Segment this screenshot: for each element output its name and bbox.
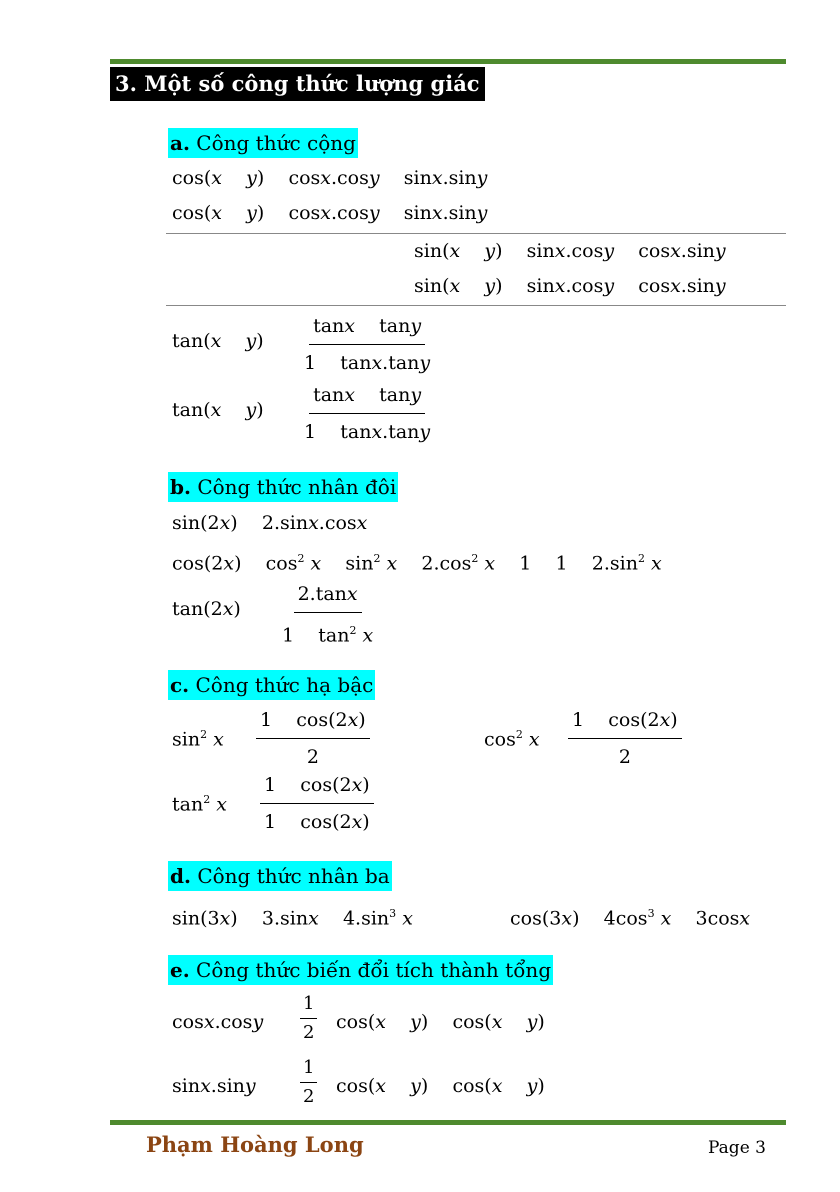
subsection-b-title bbox=[168, 472, 398, 502]
formula-tan-double-lhs: tan(2x) bbox=[172, 598, 241, 620]
section-title: 3. Một số công thức lượng giác bbox=[110, 67, 485, 101]
subsection-a-title bbox=[168, 128, 358, 158]
divider-top bbox=[166, 233, 786, 234]
subsection-a-letter: a. bbox=[170, 131, 190, 155]
subsection-c-text: Công thức hạ bậc bbox=[195, 673, 374, 697]
formula-cos-triple: cos(3x) $4\cos^3$ x 3cosx bbox=[510, 907, 751, 930]
subsection-b-letter: b. bbox=[170, 475, 191, 499]
formula-cos-product-half: $\frac{1}{2}$ bbox=[300, 992, 317, 1045]
subsection-b-text: Công thức nhân đôi bbox=[197, 475, 397, 499]
formula-tan-squared-lhs: $\tan^2 x$ bbox=[172, 793, 227, 816]
formula-cos-product-lhs: cosx.cosy bbox=[172, 1011, 264, 1033]
divider-bottom bbox=[166, 305, 786, 306]
subsection-e-text: Công thức biến đổi tích thành tổng bbox=[196, 958, 552, 982]
formula-cos-squared-lhs: $\cos^2 x$ bbox=[484, 728, 540, 751]
formula-cos-diff: cos(x y) cosx.cosy sinx.siny bbox=[172, 202, 488, 224]
subsection-e-letter: e. bbox=[170, 958, 190, 982]
subsection-c-title bbox=[168, 670, 375, 700]
formula-tan-sum-lhs: tan(x y) bbox=[172, 330, 264, 352]
subsection-e-title bbox=[168, 955, 553, 985]
formula-sin-product-lhs: sinx.siny bbox=[172, 1075, 256, 1097]
formula-cos-product-rhs: cos(x y) cos(x y) bbox=[336, 1011, 545, 1033]
subsection-d-letter: d. bbox=[170, 864, 191, 888]
subsection-d-text: Công thức nhân ba bbox=[197, 864, 390, 888]
formula-sin-double: sin(2x) 2.sinx.cosx bbox=[172, 512, 368, 534]
footer-rule bbox=[110, 1120, 786, 1125]
formula-sin-diff: sin(x y) sinx.cosy cosx.siny bbox=[414, 275, 726, 297]
footer-author: Phạm Hoàng Long bbox=[146, 1132, 364, 1157]
formula-tan-diff-fraction: $\frac{\text{tanx tany}}{1 \tan x.\tan y}$ bbox=[304, 384, 431, 443]
formula-cos-squared-fraction: $\frac{1 \cos(2x)}{2}$ bbox=[568, 708, 682, 769]
formula-sin-triple: sin(3x) 3.sinx $4.\sin^3$ x bbox=[172, 907, 413, 930]
subsection-a-text: Công thức cộng bbox=[196, 131, 356, 155]
formula-sin-squared-lhs: $\sin^2 x$ bbox=[172, 728, 224, 751]
formula-sin-product-rhs: cos(x y) cos(x y) bbox=[336, 1075, 545, 1097]
footer-page-number: Page 3 bbox=[708, 1138, 766, 1158]
subsection-d-title bbox=[168, 861, 392, 891]
top-rule bbox=[110, 59, 786, 64]
formula-sin-squared-fraction: $\frac{1 \cos(2x)}{2}$ bbox=[256, 708, 370, 769]
formula-sin-sum: sin(x y) sinx.cosy cosx.siny bbox=[414, 240, 726, 262]
formula-tan-squared-fraction: $\frac{1 \cos(2x)}{1 \cos(2x)}$ bbox=[260, 773, 374, 834]
formula-tan-double-fraction: $\frac{2.\tan x}{1 \tan^2 x}$ bbox=[282, 583, 374, 647]
formula-cos-double: cos(2x) $\cos^2 x$ $\sin^2 x$ $2.\cos^2$ x 1 1 $2.\sin^2$ x bbox=[172, 552, 662, 575]
formula-cos-sum: cos(x y) cosx.cosy sinx.siny bbox=[172, 167, 488, 189]
subsection-c-letter: c. bbox=[170, 673, 190, 697]
formula-tan-sum-fraction: $\frac{\text{tanx tany}}{1 \tan x.\tan y}$ bbox=[304, 315, 431, 374]
formula-sin-product-half: $\frac{1}{2}$ bbox=[300, 1056, 317, 1109]
formula-tan-diff-lhs: tan(x y) bbox=[172, 399, 264, 421]
